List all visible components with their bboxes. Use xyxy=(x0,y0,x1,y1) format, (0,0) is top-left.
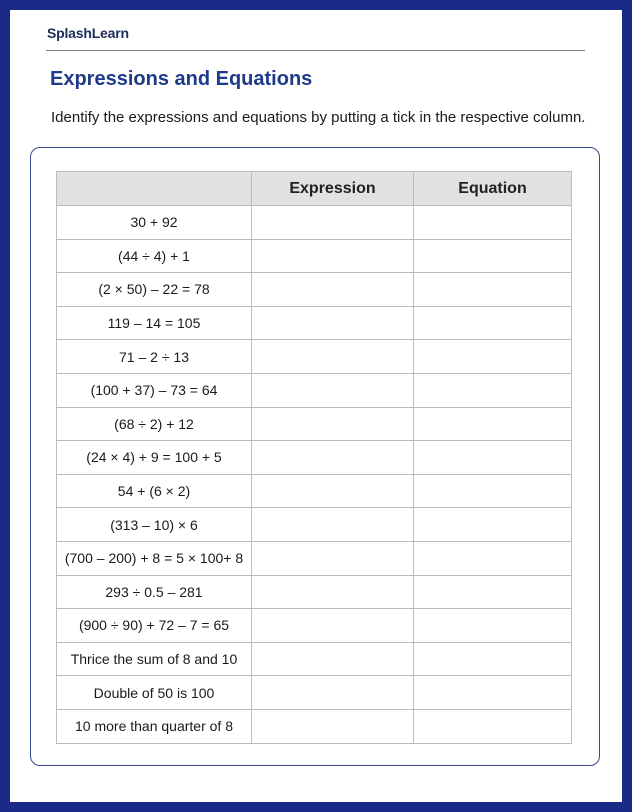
expression-tick-cell[interactable] xyxy=(252,609,414,643)
item-text: (2 × 50) – 22 = 78 xyxy=(57,273,252,307)
table-row xyxy=(57,541,572,575)
item-text: 71 – 2 ÷ 13 xyxy=(57,340,252,374)
expression-tick-cell[interactable] xyxy=(252,541,414,575)
expression-tick-cell[interactable] xyxy=(252,239,414,273)
equation-tick-cell[interactable] xyxy=(414,273,572,307)
item-text: Thrice the sum of 8 and 10 xyxy=(57,642,252,676)
expression-tick-cell[interactable] xyxy=(252,373,414,407)
expression-tick-cell[interactable] xyxy=(252,407,414,441)
equation-tick-cell[interactable] xyxy=(414,206,572,240)
equation-tick-cell[interactable] xyxy=(414,541,572,575)
item-text: (68 ÷ 2) + 12 xyxy=(57,407,252,441)
item-text: 10 more than quarter of 8 xyxy=(57,709,252,743)
equation-tick-cell[interactable] xyxy=(414,609,572,643)
expression-tick-cell[interactable] xyxy=(252,575,414,609)
table-header-row xyxy=(57,172,572,206)
table-row xyxy=(57,609,572,643)
item-text: Double of 50 is 100 xyxy=(57,676,252,710)
equation-tick-cell[interactable] xyxy=(414,709,572,743)
equation-tick-cell[interactable] xyxy=(414,373,572,407)
instructions: Identify the expressions and equations by putting a tick in the respective column. xyxy=(51,109,586,126)
header-expression: Expression xyxy=(252,172,414,206)
item-text: (313 – 10) × 6 xyxy=(57,508,252,542)
equation-tick-cell[interactable] xyxy=(414,575,572,609)
equation-tick-cell[interactable] xyxy=(414,642,572,676)
expression-tick-cell[interactable] xyxy=(252,508,414,542)
equation-tick-cell[interactable] xyxy=(414,306,572,340)
table-row xyxy=(57,676,572,710)
table-row xyxy=(57,441,572,475)
expression-tick-cell[interactable] xyxy=(252,709,414,743)
expression-tick-cell[interactable] xyxy=(252,676,414,710)
table-row xyxy=(57,340,572,374)
item-text: (100 + 37) – 73 = 64 xyxy=(57,373,252,407)
equation-tick-cell[interactable] xyxy=(414,676,572,710)
table-row xyxy=(57,206,572,240)
header-equation: Equation xyxy=(414,172,572,206)
item-text: 54 + (6 × 2) xyxy=(57,474,252,508)
table-row xyxy=(57,508,572,542)
item-text: (700 – 200) + 8 = 5 × 100+ 8 xyxy=(57,541,252,575)
header-item xyxy=(57,172,252,206)
table-row xyxy=(57,273,572,307)
item-text: (24 × 4) + 9 = 100 + 5 xyxy=(57,441,252,475)
table-row xyxy=(57,407,572,441)
expression-tick-cell[interactable] xyxy=(252,441,414,475)
equation-tick-cell[interactable] xyxy=(414,239,572,273)
item-text: 293 ÷ 0.5 – 281 xyxy=(57,575,252,609)
item-text: 30 + 92 xyxy=(57,206,252,240)
equation-tick-cell[interactable] xyxy=(414,407,572,441)
item-text: (900 ÷ 90) + 72 – 7 = 65 xyxy=(57,609,252,643)
page-title: Expressions and Equations xyxy=(50,68,313,90)
table-row xyxy=(57,575,572,609)
equation-tick-cell[interactable] xyxy=(414,508,572,542)
table-row xyxy=(57,474,572,508)
equation-tick-cell[interactable] xyxy=(414,474,572,508)
equation-tick-cell[interactable] xyxy=(414,441,572,475)
expression-tick-cell[interactable] xyxy=(252,642,414,676)
item-text: (44 ÷ 4) + 1 xyxy=(57,239,252,273)
table-row xyxy=(57,642,572,676)
expression-tick-cell[interactable] xyxy=(252,273,414,307)
item-text: 119 – 14 = 105 xyxy=(57,306,252,340)
table-row xyxy=(57,239,572,273)
table-row xyxy=(57,306,572,340)
table-row xyxy=(57,709,572,743)
expression-tick-cell[interactable] xyxy=(252,340,414,374)
worksheet-table xyxy=(56,171,572,744)
table-row xyxy=(57,373,572,407)
expression-tick-cell[interactable] xyxy=(252,206,414,240)
header-divider xyxy=(46,50,585,51)
worksheet-page xyxy=(10,10,622,802)
expression-tick-cell[interactable] xyxy=(252,306,414,340)
expression-tick-cell[interactable] xyxy=(252,474,414,508)
equation-tick-cell[interactable] xyxy=(414,340,572,374)
brand-logo: SplashLearn xyxy=(47,25,129,41)
